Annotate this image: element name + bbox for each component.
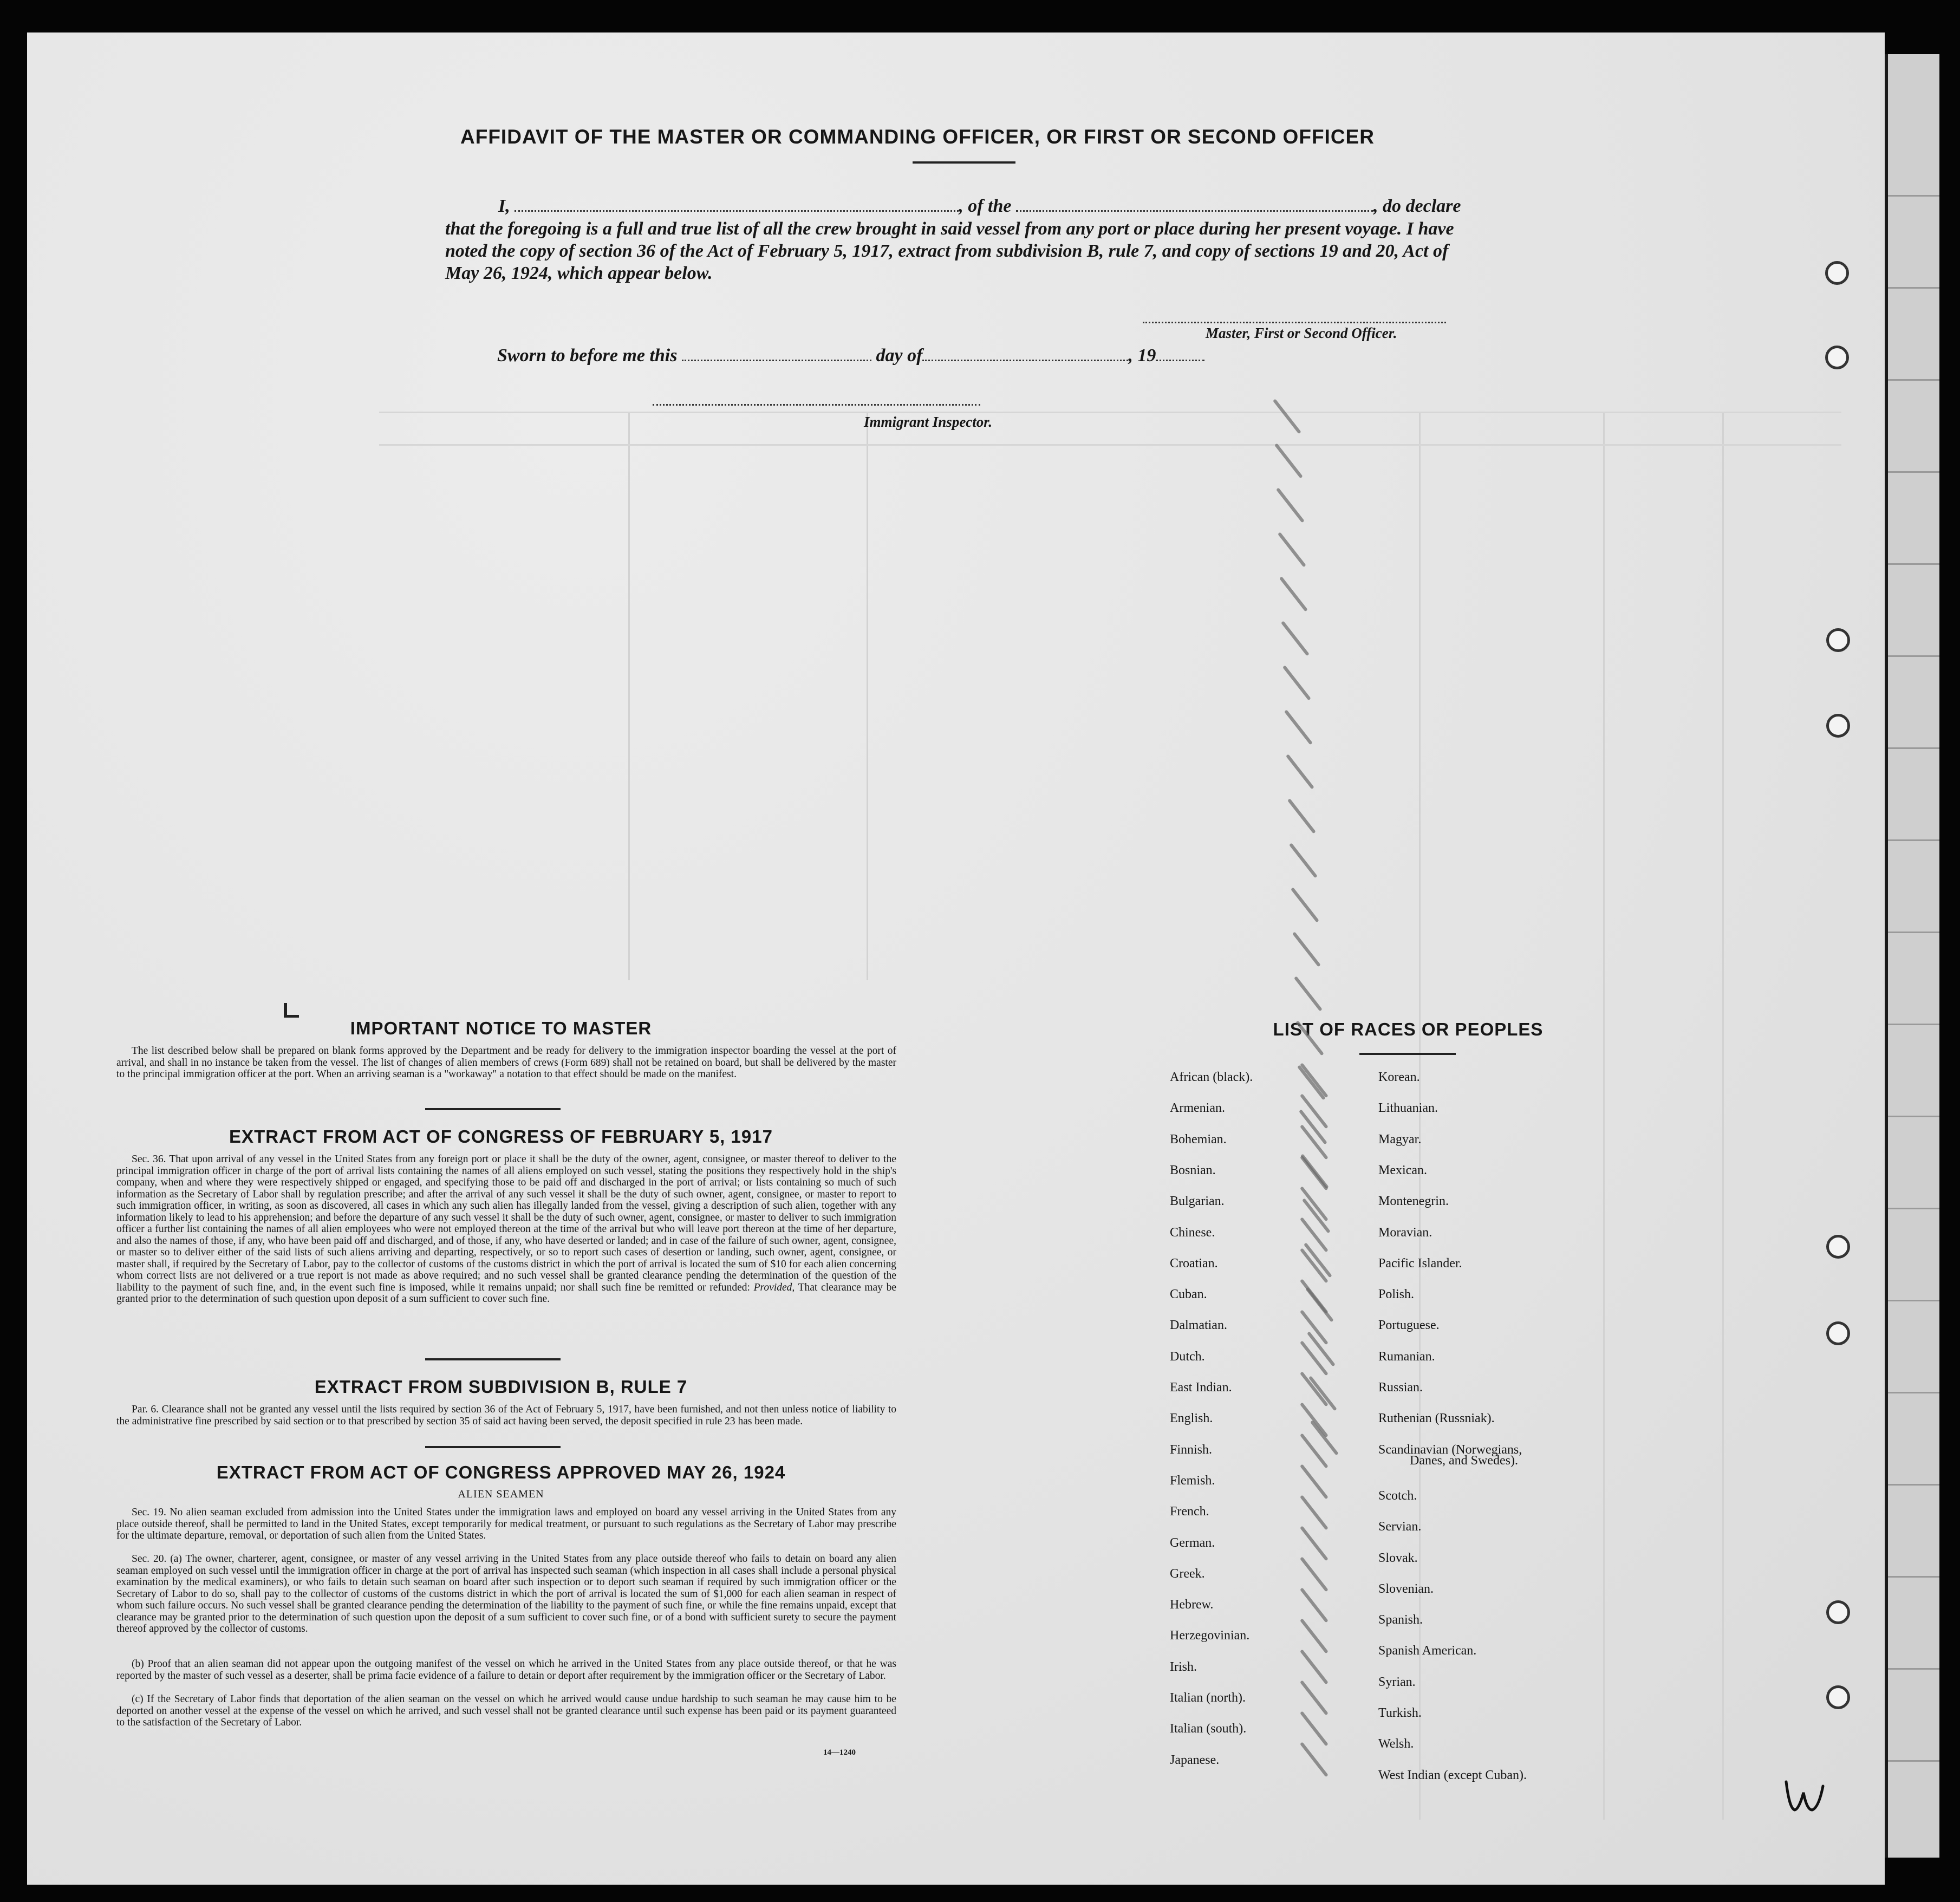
race-item: Finnish.: [1170, 1442, 1213, 1457]
race-item: French.: [1170, 1504, 1209, 1519]
extract-1924-title: EXTRACT FROM ACT OF CONGRESS APPROVED MAY 26, 1924: [216, 1462, 786, 1482]
sec-36-body: That upon arrival of any vessel in the United States from any foreign port or place it shall be the duty of the owner, agent, consignee, or master thereof to deliver to the principal immigration officer in charge of the port of arrival lists containing the names of all aliens employed on such vessel, stating the positions they respectively hold in the ship's company, when and where they were respectively shipped or engaged, and specifying those to be paid off and discharged in the port of arrival; or lists containing so much of such information as the Secretary of Labor shall by regulation prescribe; and after the arrival of any such vessel it shall be the duty of such owner, agent, consignee, or master to report to such immigration officer, in writing, as soon as discovered, all cases in which any such alien has illegally landed from the vessel, giving a description of such alien, together with any information likely to lead to his apprehension; and before the departure of any such vessel it shall be the duty of such owner, agent, consignee, or master to deliver to such immigration officer a further list containing the names of all alien employees who were not employed thereon at the time of the arrival but who will leave port thereon at the time of her departure, and also the names of those, if any, who have been paid off and discharged, and of those, if any, who have deserted or landed; and in case of the failure of such owner, agent, consignee, or master so to deliver either of the said lists of such aliens arriving and departing, respectively, or so to report such cases of desertion or landing, such owner, agent, consignee, or master shall, if required by the Secretary of Labor, pay to the collector of customs of the customs district in which the port of arrival is located the sum of $10 for each alien concerning whom correct lists are not delivered or a true report is not made as above required; and no such vessel shall be granted clearance pending the determination of the question of the liability to the payment of such fine, and, in the event such fine is imposed, while it remains unpaid; nor shall such fine be remitted or refunded:: [116, 1154, 897, 1293]
race-item: Bohemian.: [1170, 1132, 1227, 1147]
race-item: Spanish.: [1378, 1613, 1423, 1627]
sworn-day-of-label: day of: [876, 346, 923, 366]
race-item: Bosnian.: [1170, 1163, 1216, 1177]
race-item: Syrian.: [1378, 1675, 1416, 1689]
race-item: Dalmatian.: [1170, 1318, 1227, 1333]
race-item: Montenegrin.: [1378, 1194, 1449, 1209]
punch-hole: [1826, 1235, 1850, 1259]
extract-rule7-title: EXTRACT FROM SUBDIVISION B, RULE 7: [314, 1377, 688, 1397]
race-item: Welsh.: [1378, 1737, 1414, 1751]
race-item: Servian.: [1378, 1520, 1422, 1534]
inspector-signature-label: Immigrant Inspector.: [864, 414, 993, 430]
race-item: English.: [1170, 1411, 1213, 1426]
title-divider: [913, 161, 1015, 164]
race-item: Croatian.: [1170, 1256, 1218, 1271]
declarant-name-field[interactable]: [515, 198, 959, 212]
affidavit-declaration-line: [498, 196, 1461, 217]
binding-edge-strip: [1885, 54, 1939, 1858]
race-item: Herzegovinian.: [1170, 1629, 1250, 1643]
race-item: Irish.: [1170, 1659, 1197, 1674]
form-number: 14—1240: [823, 1748, 856, 1757]
race-item: Flemish.: [1170, 1473, 1215, 1488]
sworn-line: [497, 346, 1204, 366]
sworn-year-label: , 19: [1128, 346, 1156, 366]
race-item: Slovenian.: [1378, 1581, 1434, 1596]
race-item: African (black).: [1170, 1070, 1253, 1084]
race-item: Rumanian.: [1378, 1349, 1435, 1364]
race-item: Ruthenian (Russniak).: [1378, 1411, 1495, 1426]
sworn-prefix: Sworn to before me this: [497, 346, 678, 366]
extract-rule7-text: Par. 6. Clearance shall not be granted any vessel until the lists required by section 36 of the Act of February 5, 1917, have been furnished, and not then unless notice of liability to the administrative fine prescribed by said section or to that prescribed by section 35 of said act having been served, the deposit specified in rule 23 has been made.: [116, 1404, 896, 1427]
affidavit-body: that the foregoing is a full and true list of all the crew brought in said vessel from any port or place during her present voyage. I have noted the copy of section 36 of the Act of February 5, 1917, extract from subdivision B, rule 7, and copy of sections 19 and 20, Act of May 26, 1924, which appear below.: [445, 219, 1454, 283]
race-item: West Indian (except Cuban).: [1378, 1768, 1527, 1782]
race-item: Slovak.: [1378, 1551, 1418, 1565]
section-divider: [425, 1358, 561, 1360]
do-declare-label: , do declare: [1373, 196, 1461, 216]
punch-hole: [1826, 1321, 1850, 1345]
sworn-year-field[interactable]: [1156, 348, 1204, 361]
race-item: Portuguese.: [1378, 1318, 1440, 1333]
race-item: Italian (north).: [1170, 1691, 1246, 1705]
section-divider: [425, 1446, 561, 1448]
race-item: Polish.: [1378, 1287, 1415, 1302]
race-item: Chinese.: [1170, 1225, 1215, 1240]
punch-hole: [1826, 714, 1850, 738]
sec-36-end: That clearance may be granted prior to the determination of such question upon deposit of a sum sufficient to cover such fine.: [116, 1281, 896, 1305]
race-item: Scandinavian (Norwegians,: [1378, 1442, 1522, 1457]
race-item: Japanese.: [1170, 1753, 1220, 1767]
race-item: Spanish American.: [1378, 1644, 1477, 1658]
section-divider: [425, 1108, 561, 1110]
race-item: Russian.: [1378, 1380, 1423, 1395]
alien-seamen-subtitle: ALIEN SEAMEN: [458, 1488, 544, 1500]
race-item: Armenian.: [1170, 1101, 1225, 1116]
master-signature-label: Master, First or Second Officer.: [1206, 325, 1397, 341]
handwritten-w-mark: [1782, 1776, 1831, 1820]
sec-20a-text: Sec. 20. (a) The owner, charterer, agent, consignee, or master of any vessel arriving in the United States from any place outside thereof who fails to detain on board any alien seaman employed on such vessel until the immigration officer in charge at the port of arrival has inspected such seaman (which inspection in all cases shall include a personal physical examination by the medical examiners), or who fails to detain such seaman on board after such inspection or to deport such seaman if required by such immigration officer or the Secretary of Labor to do so, shall pay to the collector of customs of the customs district in which the port of arrival is located the sum of $1,000 for each alien seaman in respect of whom such failure occurs. No such vessel shall be granted clearance pending the determination of the liability to the payment of such fine, or while the fine remains unpaid, except that clearance may be granted prior to the determination of such question upon the deposit of a sum sufficient to cover such fine, or of a bond with sufficient surety to secure the payment thereof approved by the collector of customs.: [116, 1553, 896, 1634]
punch-hole: [1825, 346, 1849, 369]
sworn-day-field[interactable]: [682, 348, 871, 361]
declarant-label: I,: [498, 196, 510, 216]
race-item: Dutch.: [1170, 1349, 1205, 1364]
provided-word: Provided,: [753, 1281, 795, 1293]
races-divider: [1359, 1053, 1456, 1055]
extract-1917-title: EXTRACT FROM ACT OF CONGRESS OF FEBRUARY 5, 1917: [229, 1126, 773, 1147]
vessel-name-field[interactable]: [1016, 198, 1373, 212]
race-scandinavian-line2: Danes, and Swedes).: [1410, 1454, 1518, 1468]
race-item: Scotch.: [1378, 1488, 1417, 1503]
race-item: Italian (south).: [1170, 1722, 1247, 1736]
race-item: Magyar.: [1378, 1132, 1422, 1147]
notice-text: The list described below shall be prepared on blank forms approved by the Department and be ready for delivery to the immigration inspector boarding the vessel at the port of arrival, and shall in no instance be taken from the vessel. The list of changes of alien members of crews (Form 689) shall not be retained on board, but shall be delivered by the master to the principal immigration officer at the port. When an arriving seaman is a "workaway" a notation to that effect should be made on the manifest.: [116, 1045, 896, 1080]
notice-title: IMPORTANT NOTICE TO MASTER: [350, 1018, 652, 1038]
sec-20c-text: (c) If the Secretary of Labor finds that deportation of the alien seaman on the vessel on which he arrived would cause undue hardship to such seaman he may cause him to be deported on another vessel at the expense of the vessel on which he arrived, and such vessel shall not be granted clearance until such expense has been paid or its payment guaranteed to the satisfaction of the Secretary of Labor.: [116, 1693, 896, 1728]
race-item: German.: [1170, 1535, 1215, 1550]
punch-hole: [1826, 1600, 1850, 1624]
punch-hole: [1826, 1685, 1850, 1709]
race-item: Greek.: [1170, 1566, 1205, 1581]
race-item: Moravian.: [1378, 1225, 1432, 1240]
sec-36-label: Sec. 36.: [132, 1154, 166, 1165]
race-item: Mexican.: [1378, 1163, 1427, 1177]
corner-mark: [284, 1015, 299, 1018]
extract-1917-text: [116, 1154, 896, 1305]
race-item: East Indian.: [1170, 1380, 1232, 1395]
sec-19-text: Sec. 19. No alien seaman excluded from admission into the United States under the immigration laws and employed on board any vessel arriving in the United States from any place outside thereof, shall be permitted to land in the United States, except temporarily for medical treatment, or pursuant to such regulations as the Secretary of Labor may prescribe for the ultimate departure, removal, or deportation of such alien from the United States.: [116, 1507, 896, 1541]
inspector-signature-line[interactable]: [653, 404, 980, 406]
race-item: Pacific Islander.: [1378, 1256, 1462, 1271]
affidavit-title: AFFIDAVIT OF THE MASTER OR COMMANDING OFFICER, OR FIRST OR SECOND OFFICER: [460, 126, 1375, 148]
race-item: Lithuanian.: [1378, 1101, 1438, 1116]
sworn-month-field[interactable]: [922, 348, 1128, 361]
sec-20b-text: (b) Proof that an alien seaman did not appear upon the outgoing manifest of the vessel on which he arrived in the United States from any place outside thereof, or that he was reported by the master of such vessel as a deserter, shall be prima facie evidence of a failure to detain or deport after requirement by the immigration officer or the Secretary of Labor.: [116, 1658, 896, 1682]
race-item: Hebrew.: [1170, 1598, 1214, 1612]
race-item: Bulgarian.: [1170, 1194, 1225, 1209]
punch-hole: [1826, 628, 1850, 652]
master-signature-line[interactable]: [1143, 322, 1446, 323]
race-item: Korean.: [1378, 1070, 1420, 1084]
race-item: Cuban.: [1170, 1287, 1207, 1302]
of-the-label: , of the: [959, 196, 1012, 216]
race-item: Turkish.: [1378, 1706, 1422, 1720]
races-title: LIST OF RACES OR PEOPLES: [1273, 1019, 1544, 1039]
punch-hole: [1825, 261, 1849, 285]
